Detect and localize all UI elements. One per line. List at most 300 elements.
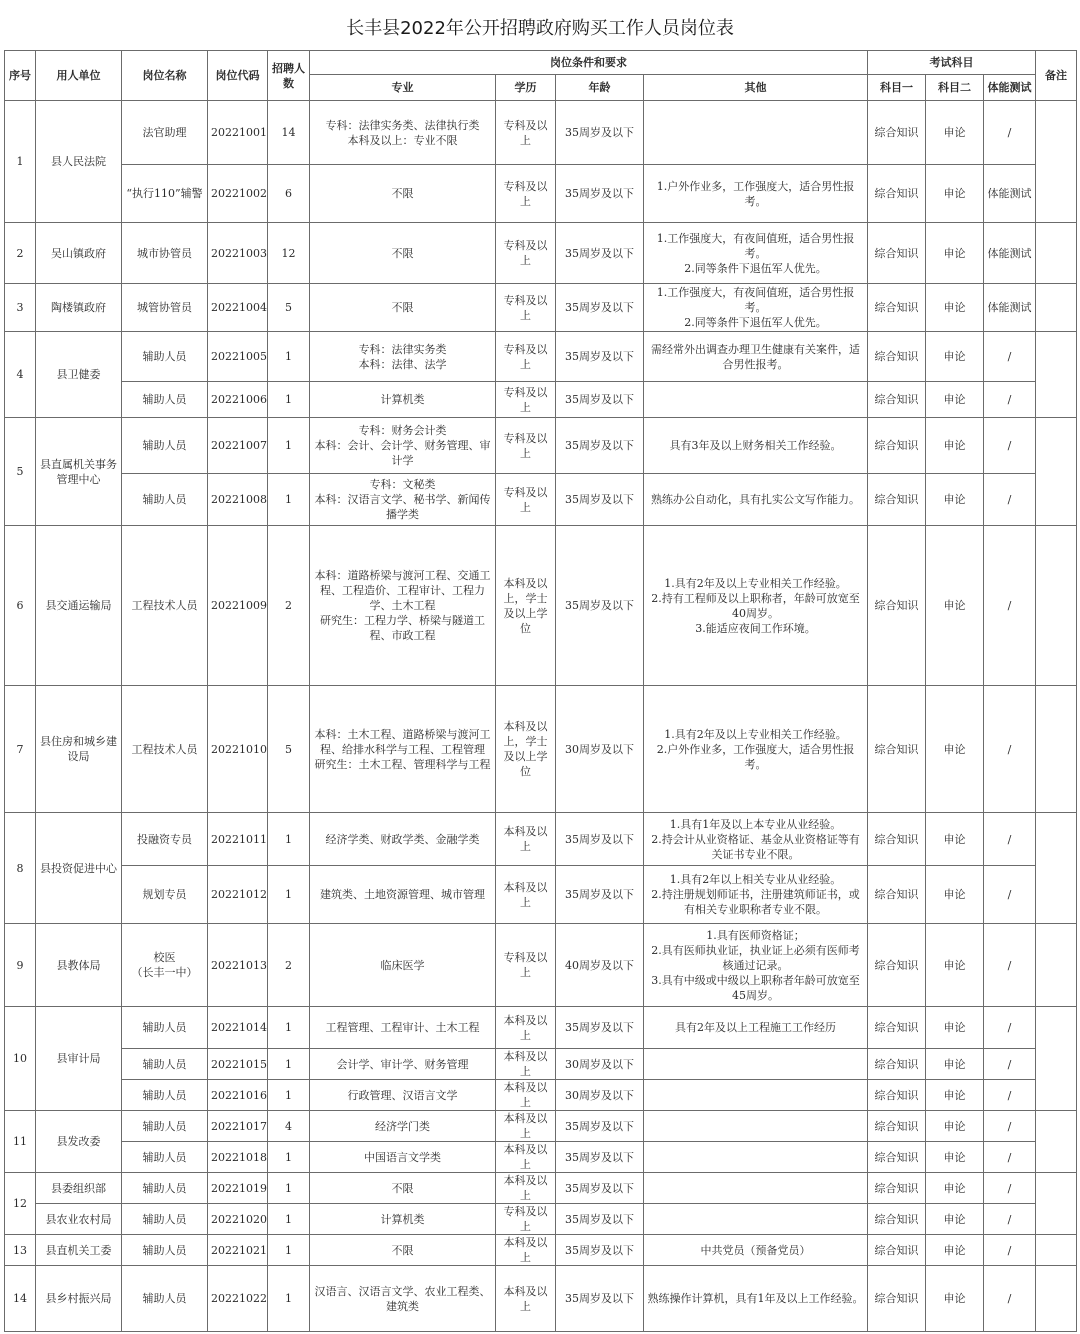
table-row bbox=[5, 686, 1077, 813]
age-cell: 35周岁及以下 bbox=[556, 418, 644, 474]
edu-cell: 本科及以上 bbox=[496, 866, 556, 924]
header-post-name: 岗位名称 bbox=[122, 51, 208, 101]
count-cell: 2 bbox=[268, 526, 310, 686]
table-row bbox=[5, 223, 1077, 284]
major-cell: 计算机类 bbox=[310, 382, 496, 418]
age-cell: 35周岁及以下 bbox=[556, 526, 644, 686]
seq-cell: 11 bbox=[5, 1111, 36, 1173]
seq-cell: 12 bbox=[5, 1173, 36, 1235]
header-edu: 学历 bbox=[496, 75, 556, 101]
age-cell: 35周岁及以下 bbox=[556, 223, 644, 284]
major-cell: 中国语言文学类 bbox=[310, 1142, 496, 1173]
fitness-cell: / bbox=[984, 1049, 1036, 1080]
fitness-cell: / bbox=[984, 101, 1036, 165]
age-cell: 30周岁及以下 bbox=[556, 1080, 644, 1111]
post-name-cell: 工程技术人员 bbox=[122, 686, 208, 813]
unit-cell: 县乡村振兴局 bbox=[36, 1266, 122, 1332]
unit-cell: 县农业农村局 bbox=[36, 1204, 122, 1235]
edu-cell: 本科及以上 bbox=[496, 1007, 556, 1049]
major-cell: 本科：土木工程、道路桥梁与渡河工程、给排水科学与工程、工程管理 研究生：土木工程、管理科学与工程 bbox=[310, 686, 496, 813]
major-cell: 不限 bbox=[310, 1235, 496, 1266]
table-row bbox=[5, 1204, 1077, 1235]
age-cell: 35周岁及以下 bbox=[556, 1142, 644, 1173]
count-cell: 4 bbox=[268, 1111, 310, 1142]
subject1-cell: 综合知识 bbox=[868, 418, 926, 474]
other-cell: 具有2年及以上工程施工工作经历 bbox=[644, 1007, 868, 1049]
other-cell: 1.具有2年及以上专业相关工作经验。 2.持有工程师及以上职称者，年龄可放宽至40周岁。 3.能适应夜间工作环境。 bbox=[644, 526, 868, 686]
unit-cell: 县直属机关事务管理中心 bbox=[36, 418, 122, 526]
unit-cell: 县委组织部 bbox=[36, 1173, 122, 1204]
header-conditions: 岗位条件和要求 bbox=[310, 51, 868, 75]
table-row bbox=[5, 1007, 1077, 1049]
count-cell: 1 bbox=[268, 1235, 310, 1266]
note-cell bbox=[1036, 1266, 1077, 1332]
post-code-cell: 20221014 bbox=[208, 1007, 268, 1049]
table-row bbox=[5, 101, 1077, 165]
note-cell bbox=[1036, 526, 1077, 686]
post-name-cell: 工程技术人员 bbox=[122, 526, 208, 686]
unit-cell: 陶楼镇政府 bbox=[36, 284, 122, 332]
table-row bbox=[5, 1049, 1077, 1080]
age-cell: 35周岁及以下 bbox=[556, 813, 644, 866]
table-row bbox=[5, 1173, 1077, 1204]
subject2-cell: 申论 bbox=[926, 1111, 984, 1142]
age-cell: 35周岁及以下 bbox=[556, 1111, 644, 1142]
post-code-cell: 20221011 bbox=[208, 813, 268, 866]
other-cell bbox=[644, 1049, 868, 1080]
count-cell: 14 bbox=[268, 101, 310, 165]
other-cell: 1.具有2年及以上专业相关工作经验。 2.户外作业多，工作强度大，适合男性报考。 bbox=[644, 686, 868, 813]
post-name-cell: 辅助人员 bbox=[122, 1173, 208, 1204]
edu-cell: 专科及以上 bbox=[496, 332, 556, 382]
seq-cell: 3 bbox=[5, 284, 36, 332]
other-cell: 熟练操作计算机，具有1年及以上工作经验。 bbox=[644, 1266, 868, 1332]
count-cell: 12 bbox=[268, 223, 310, 284]
edu-cell: 本科及以上 bbox=[496, 1080, 556, 1111]
edu-cell: 专科及以上 bbox=[496, 474, 556, 526]
edu-cell: 专科及以上 bbox=[496, 223, 556, 284]
major-cell: 经济学类、财政学类、金融学类 bbox=[310, 813, 496, 866]
unit-cell: 县交通运输局 bbox=[36, 526, 122, 686]
unit-cell: 县卫健委 bbox=[36, 332, 122, 418]
major-cell: 行政管理、汉语言文学 bbox=[310, 1080, 496, 1111]
subject1-cell: 综合知识 bbox=[868, 924, 926, 1007]
fitness-cell: / bbox=[984, 332, 1036, 382]
seq-cell: 1 bbox=[5, 101, 36, 223]
subject1-cell: 综合知识 bbox=[868, 332, 926, 382]
major-cell: 汉语言、汉语言文学、农业工程类、建筑类 bbox=[310, 1266, 496, 1332]
note-cell bbox=[1036, 813, 1077, 924]
edu-cell: 本科及以上 bbox=[496, 1235, 556, 1266]
age-cell: 40周岁及以下 bbox=[556, 924, 644, 1007]
post-name-cell: 校医 （长丰一中） bbox=[122, 924, 208, 1007]
age-cell: 35周岁及以下 bbox=[556, 332, 644, 382]
post-code-cell: 20221005 bbox=[208, 332, 268, 382]
subject2-cell: 申论 bbox=[926, 1235, 984, 1266]
subject2-cell: 申论 bbox=[926, 1007, 984, 1049]
post-code-cell: 20221018 bbox=[208, 1142, 268, 1173]
other-cell: 1.工作强度大，有夜间值班，适合男性报考。 2.同等条件下退伍军人优先。 bbox=[644, 284, 868, 332]
other-cell bbox=[644, 1142, 868, 1173]
unit-cell: 县直机关工委 bbox=[36, 1235, 122, 1266]
subject1-cell: 综合知识 bbox=[868, 474, 926, 526]
post-code-cell: 20221010 bbox=[208, 686, 268, 813]
subject2-cell: 申论 bbox=[926, 1049, 984, 1080]
other-cell: 1.具有医师资格证； 2.具有医师执业证，执业证上必须有医师考核通过记录。 3.具有中级或中级以上职称者年龄可放宽至45周岁。 bbox=[644, 924, 868, 1007]
edu-cell: 专科及以上 bbox=[496, 165, 556, 223]
count-cell: 1 bbox=[268, 1007, 310, 1049]
edu-cell: 本科及以上 bbox=[496, 1142, 556, 1173]
subject1-cell: 综合知识 bbox=[868, 1235, 926, 1266]
age-cell: 35周岁及以下 bbox=[556, 1235, 644, 1266]
post-name-cell: 辅助人员 bbox=[122, 1266, 208, 1332]
other-cell: 需经常外出调查办理卫生健康有关案件，适合男性报考。 bbox=[644, 332, 868, 382]
major-cell: 专科：法律实务类 本科：法律、法学 bbox=[310, 332, 496, 382]
unit-cell: 县审计局 bbox=[36, 1007, 122, 1111]
major-cell: 工程管理、工程审计、土木工程 bbox=[310, 1007, 496, 1049]
unit-cell: 县投资促进中心 bbox=[36, 813, 122, 924]
count-cell: 1 bbox=[268, 1173, 310, 1204]
age-cell: 35周岁及以下 bbox=[556, 1266, 644, 1332]
subject2-cell: 申论 bbox=[926, 165, 984, 223]
table-row bbox=[5, 866, 1077, 924]
fitness-cell: / bbox=[984, 1266, 1036, 1332]
count-cell: 1 bbox=[268, 418, 310, 474]
edu-cell: 专科及以上 bbox=[496, 284, 556, 332]
post-name-cell: 投融资专员 bbox=[122, 813, 208, 866]
edu-cell: 本科及以上 bbox=[496, 1049, 556, 1080]
note-cell bbox=[1036, 1007, 1077, 1111]
post-name-cell: 城管协管员 bbox=[122, 284, 208, 332]
major-cell: 建筑类、土地资源管理、城市管理 bbox=[310, 866, 496, 924]
edu-cell: 专科及以上 bbox=[496, 1204, 556, 1235]
seq-cell: 14 bbox=[5, 1266, 36, 1332]
header-unit: 用人单位 bbox=[36, 51, 122, 101]
seq-cell: 13 bbox=[5, 1235, 36, 1266]
note-cell bbox=[1036, 101, 1077, 223]
subject2-cell: 申论 bbox=[926, 418, 984, 474]
fitness-cell: 体能测试 bbox=[984, 165, 1036, 223]
unit-cell: 县教体局 bbox=[36, 924, 122, 1007]
age-cell: 35周岁及以下 bbox=[556, 1204, 644, 1235]
major-cell: 计算机类 bbox=[310, 1204, 496, 1235]
post-code-cell: 20221002 bbox=[208, 165, 268, 223]
post-name-cell: “执行110”辅警 bbox=[122, 165, 208, 223]
subject1-cell: 综合知识 bbox=[868, 101, 926, 165]
subject1-cell: 综合知识 bbox=[868, 1007, 926, 1049]
edu-cell: 本科及以上 bbox=[496, 1173, 556, 1204]
subject2-cell: 申论 bbox=[926, 866, 984, 924]
age-cell: 35周岁及以下 bbox=[556, 474, 644, 526]
subject2-cell: 申论 bbox=[926, 1266, 984, 1332]
post-code-cell: 20221019 bbox=[208, 1173, 268, 1204]
edu-cell: 本科及以上 bbox=[496, 1111, 556, 1142]
table-row bbox=[5, 382, 1077, 418]
subject1-cell: 综合知识 bbox=[868, 813, 926, 866]
count-cell: 1 bbox=[268, 1080, 310, 1111]
subject1-cell: 综合知识 bbox=[868, 866, 926, 924]
other-cell: 中共党员（预备党员） bbox=[644, 1235, 868, 1266]
other-cell bbox=[644, 101, 868, 165]
count-cell: 1 bbox=[268, 866, 310, 924]
subject2-cell: 申论 bbox=[926, 1204, 984, 1235]
recruitment-table bbox=[4, 50, 1077, 1332]
post-name-cell: 辅助人员 bbox=[122, 382, 208, 418]
fitness-cell: / bbox=[984, 526, 1036, 686]
fitness-cell: / bbox=[984, 813, 1036, 866]
subject2-cell: 申论 bbox=[926, 332, 984, 382]
table-row bbox=[5, 1142, 1077, 1173]
post-code-cell: 20221006 bbox=[208, 382, 268, 418]
header-count: 招聘人数 bbox=[268, 51, 310, 101]
subject1-cell: 综合知识 bbox=[868, 1049, 926, 1080]
count-cell: 1 bbox=[268, 1049, 310, 1080]
edu-cell: 本科及以上 bbox=[496, 1266, 556, 1332]
other-cell bbox=[644, 1111, 868, 1142]
post-code-cell: 20221001 bbox=[208, 101, 268, 165]
count-cell: 1 bbox=[268, 813, 310, 866]
subject2-cell: 申论 bbox=[926, 223, 984, 284]
seq-cell: 7 bbox=[5, 686, 36, 813]
subject2-cell: 申论 bbox=[926, 1142, 984, 1173]
subject2-cell: 申论 bbox=[926, 924, 984, 1007]
count-cell: 2 bbox=[268, 924, 310, 1007]
post-name-cell: 辅助人员 bbox=[122, 1204, 208, 1235]
subject1-cell: 综合知识 bbox=[868, 686, 926, 813]
table-row bbox=[5, 526, 1077, 686]
subject1-cell: 综合知识 bbox=[868, 526, 926, 686]
fitness-cell: / bbox=[984, 382, 1036, 418]
unit-cell: 吴山镇政府 bbox=[36, 223, 122, 284]
post-code-cell: 20221022 bbox=[208, 1266, 268, 1332]
edu-cell: 专科及以上 bbox=[496, 101, 556, 165]
edu-cell: 本科及以上 bbox=[496, 813, 556, 866]
table-row bbox=[5, 924, 1077, 1007]
major-cell: 临床医学 bbox=[310, 924, 496, 1007]
fitness-cell: / bbox=[984, 1204, 1036, 1235]
subject2-cell: 申论 bbox=[926, 284, 984, 332]
fitness-cell: / bbox=[984, 1235, 1036, 1266]
seq-cell: 6 bbox=[5, 526, 36, 686]
header-subject2: 科目二 bbox=[926, 75, 984, 101]
post-code-cell: 20221020 bbox=[208, 1204, 268, 1235]
other-cell bbox=[644, 1204, 868, 1235]
age-cell: 35周岁及以下 bbox=[556, 165, 644, 223]
post-code-cell: 20221016 bbox=[208, 1080, 268, 1111]
other-cell: 具有3年及以上财务相关工作经验。 bbox=[644, 418, 868, 474]
post-name-cell: 辅助人员 bbox=[122, 418, 208, 474]
major-cell: 专科：文秘类 本科：汉语言文学、秘书学、新闻传播学类 bbox=[310, 474, 496, 526]
major-cell: 本科：道路桥梁与渡河工程、交通工程、工程造价、工程审计、工程力学、土木工程 研究生：工程力学、桥梁与隧道工程、市政工程 bbox=[310, 526, 496, 686]
seq-cell: 4 bbox=[5, 332, 36, 418]
count-cell: 1 bbox=[268, 1204, 310, 1235]
unit-cell: 县住房和城乡建设局 bbox=[36, 686, 122, 813]
post-code-cell: 20221013 bbox=[208, 924, 268, 1007]
post-name-cell: 辅助人员 bbox=[122, 1080, 208, 1111]
post-code-cell: 20221012 bbox=[208, 866, 268, 924]
other-cell bbox=[644, 1173, 868, 1204]
major-cell: 不限 bbox=[310, 165, 496, 223]
header-post-code: 岗位代码 bbox=[208, 51, 268, 101]
age-cell: 35周岁及以下 bbox=[556, 101, 644, 165]
table-row bbox=[5, 1235, 1077, 1266]
header-major: 专业 bbox=[310, 75, 496, 101]
major-cell: 不限 bbox=[310, 284, 496, 332]
subject1-cell: 综合知识 bbox=[868, 382, 926, 418]
age-cell: 30周岁及以下 bbox=[556, 1049, 644, 1080]
major-cell: 不限 bbox=[310, 1173, 496, 1204]
count-cell: 5 bbox=[268, 284, 310, 332]
post-name-cell: 辅助人员 bbox=[122, 1111, 208, 1142]
subject2-cell: 申论 bbox=[926, 382, 984, 418]
post-name-cell: 辅助人员 bbox=[122, 1142, 208, 1173]
other-cell bbox=[644, 382, 868, 418]
table-row bbox=[5, 474, 1077, 526]
header-exam: 考试科目 bbox=[868, 51, 1036, 75]
post-name-cell: 辅助人员 bbox=[122, 474, 208, 526]
age-cell: 30周岁及以下 bbox=[556, 686, 644, 813]
other-cell: 1.户外作业多，工作强度大，适合男性报考。 bbox=[644, 165, 868, 223]
subject1-cell: 综合知识 bbox=[868, 1080, 926, 1111]
subject2-cell: 申论 bbox=[926, 474, 984, 526]
other-cell bbox=[644, 1080, 868, 1111]
post-code-cell: 20221008 bbox=[208, 474, 268, 526]
subject1-cell: 综合知识 bbox=[868, 1266, 926, 1332]
other-cell: 1.具有1年及以上本专业从业经验。 2.持会计从业资格证、基金从业资格证等有关证书专业不限。 bbox=[644, 813, 868, 866]
subject1-cell: 综合知识 bbox=[868, 1142, 926, 1173]
subject2-cell: 申论 bbox=[926, 813, 984, 866]
note-cell bbox=[1036, 686, 1077, 813]
age-cell: 35周岁及以下 bbox=[556, 1007, 644, 1049]
fitness-cell: / bbox=[984, 474, 1036, 526]
seq-cell: 10 bbox=[5, 1007, 36, 1111]
note-cell bbox=[1036, 418, 1077, 526]
note-cell bbox=[1036, 223, 1077, 284]
post-name-cell: 城市协管员 bbox=[122, 223, 208, 284]
major-cell: 专科：法律实务类、法律执行类 本科及以上：专业不限 bbox=[310, 101, 496, 165]
table-row bbox=[5, 813, 1077, 866]
edu-cell: 专科及以上 bbox=[496, 418, 556, 474]
age-cell: 35周岁及以下 bbox=[556, 284, 644, 332]
fitness-cell: 体能测试 bbox=[984, 223, 1036, 284]
subject2-cell: 申论 bbox=[926, 686, 984, 813]
unit-cell: 县人民法院 bbox=[36, 101, 122, 223]
header-subject1: 科目一 bbox=[868, 75, 926, 101]
note-cell bbox=[1036, 1111, 1077, 1173]
count-cell: 1 bbox=[268, 382, 310, 418]
edu-cell: 本科及以上，学士及以上学位 bbox=[496, 686, 556, 813]
subject1-cell: 综合知识 bbox=[868, 223, 926, 284]
count-cell: 1 bbox=[268, 1142, 310, 1173]
post-name-cell: 辅助人员 bbox=[122, 1007, 208, 1049]
seq-cell: 9 bbox=[5, 924, 36, 1007]
major-cell: 经济学门类 bbox=[310, 1111, 496, 1142]
major-cell: 不限 bbox=[310, 223, 496, 284]
age-cell: 35周岁及以下 bbox=[556, 382, 644, 418]
count-cell: 1 bbox=[268, 474, 310, 526]
fitness-cell: / bbox=[984, 866, 1036, 924]
seq-cell: 8 bbox=[5, 813, 36, 924]
post-name-cell: 辅助人员 bbox=[122, 1049, 208, 1080]
subject2-cell: 申论 bbox=[926, 526, 984, 686]
subject1-cell: 综合知识 bbox=[868, 1111, 926, 1142]
page-title: 长丰县2022年公开招聘政府购买工作人员岗位表 bbox=[346, 18, 734, 39]
table-row bbox=[5, 1111, 1077, 1142]
subject1-cell: 综合知识 bbox=[868, 1204, 926, 1235]
post-code-cell: 20221021 bbox=[208, 1235, 268, 1266]
note-cell bbox=[1036, 924, 1077, 1007]
seq-cell: 2 bbox=[5, 223, 36, 284]
note-cell bbox=[1036, 284, 1077, 332]
post-name-cell: 辅助人员 bbox=[122, 332, 208, 382]
edu-cell: 本科及以上，学士及以上学位 bbox=[496, 526, 556, 686]
header-other: 其他 bbox=[644, 75, 868, 101]
table-row bbox=[5, 332, 1077, 382]
other-cell: 1.具有2年以上相关专业从业经验。 2.持注册规划师证书，注册建筑师证书，或有相关专业职称者专业不限。 bbox=[644, 866, 868, 924]
fitness-cell: / bbox=[984, 1173, 1036, 1204]
other-cell: 熟练办公自动化，具有扎实公文写作能力。 bbox=[644, 474, 868, 526]
edu-cell: 专科及以上 bbox=[496, 924, 556, 1007]
post-name-cell: 规划专员 bbox=[122, 866, 208, 924]
count-cell: 6 bbox=[268, 165, 310, 223]
table-row bbox=[5, 284, 1077, 332]
note-cell bbox=[1036, 1235, 1077, 1266]
subject1-cell: 综合知识 bbox=[868, 165, 926, 223]
header-note: 备注 bbox=[1036, 51, 1077, 101]
subject2-cell: 申论 bbox=[926, 1173, 984, 1204]
fitness-cell: / bbox=[984, 418, 1036, 474]
post-name-cell: 法官助理 bbox=[122, 101, 208, 165]
edu-cell: 专科及以上 bbox=[496, 382, 556, 418]
seq-cell: 5 bbox=[5, 418, 36, 526]
fitness-cell: / bbox=[984, 1080, 1036, 1111]
subject1-cell: 综合知识 bbox=[868, 284, 926, 332]
age-cell: 35周岁及以下 bbox=[556, 866, 644, 924]
major-cell: 专科：财务会计类 本科：会计、会计学、财务管理、审计学 bbox=[310, 418, 496, 474]
unit-cell: 县发改委 bbox=[36, 1111, 122, 1173]
other-cell: 1.工作强度大，有夜间值班，适合男性报考。 2.同等条件下退伍军人优先。 bbox=[644, 223, 868, 284]
note-cell bbox=[1036, 332, 1077, 418]
post-code-cell: 20221015 bbox=[208, 1049, 268, 1080]
subject1-cell: 综合知识 bbox=[868, 1173, 926, 1204]
post-code-cell: 20221003 bbox=[208, 223, 268, 284]
post-code-cell: 20221017 bbox=[208, 1111, 268, 1142]
age-cell: 35周岁及以下 bbox=[556, 1173, 644, 1204]
fitness-cell: / bbox=[984, 1142, 1036, 1173]
table-row bbox=[5, 1266, 1077, 1332]
header-age: 年龄 bbox=[556, 75, 644, 101]
header-seq: 序号 bbox=[5, 51, 36, 101]
count-cell: 5 bbox=[268, 686, 310, 813]
note-cell bbox=[1036, 1173, 1077, 1235]
major-cell: 会计学、审计学、财务管理 bbox=[310, 1049, 496, 1080]
subject2-cell: 申论 bbox=[926, 101, 984, 165]
count-cell: 1 bbox=[268, 332, 310, 382]
subject2-cell: 申论 bbox=[926, 1080, 984, 1111]
post-code-cell: 20221007 bbox=[208, 418, 268, 474]
table-row bbox=[5, 1080, 1077, 1111]
post-name-cell: 辅助人员 bbox=[122, 1235, 208, 1266]
post-code-cell: 20221009 bbox=[208, 526, 268, 686]
header-fitness: 体能测试 bbox=[984, 75, 1036, 101]
table-row bbox=[5, 418, 1077, 474]
count-cell: 1 bbox=[268, 1266, 310, 1332]
fitness-cell: / bbox=[984, 686, 1036, 813]
fitness-cell: / bbox=[984, 1007, 1036, 1049]
fitness-cell: 体能测试 bbox=[984, 284, 1036, 332]
table-row bbox=[5, 165, 1077, 223]
fitness-cell: / bbox=[984, 1111, 1036, 1142]
